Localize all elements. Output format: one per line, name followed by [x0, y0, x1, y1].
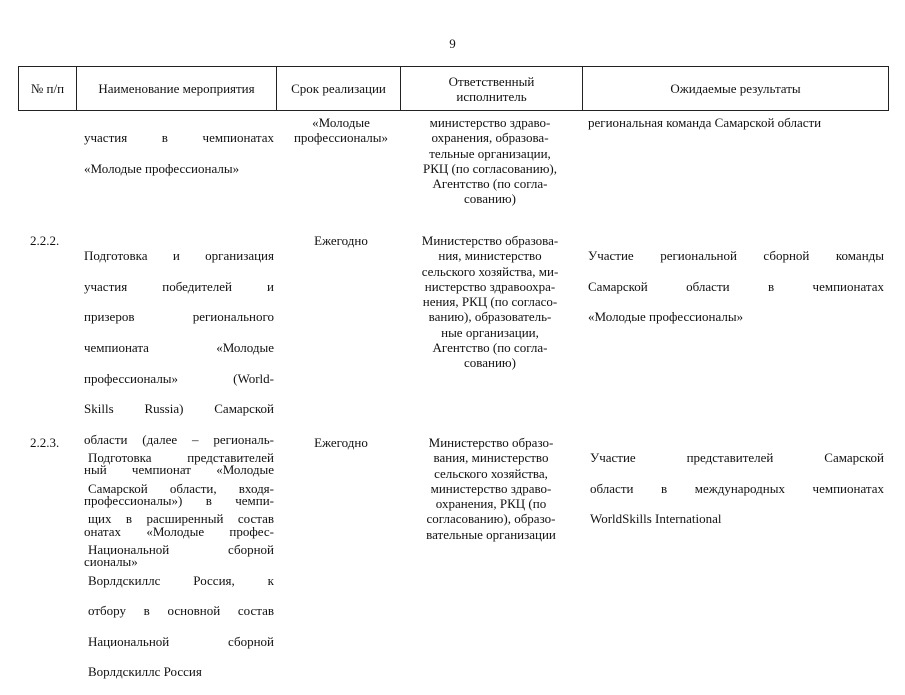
row-2-name-line: Самарской области, входя- [88, 480, 274, 496]
row-2-number: 2.2.3. [30, 435, 60, 450]
row-2-results-line: Участие представителей Самарской [590, 450, 884, 466]
row-2-name-line: отбору в основной состав [88, 603, 274, 619]
header-term: Срок реализации [277, 67, 401, 111]
row-1-name-line: онатах «Молодые профес- [84, 523, 274, 539]
row-1-results-line: Участие региональной сборной команды [588, 248, 884, 264]
row-1-name-line: призеров регионального [84, 309, 274, 325]
row-0-name-line: участия в чемпионатах [84, 130, 274, 146]
row-2-results-line: WorldSkills International [590, 511, 722, 527]
row-1-name-line: чемпионата «Молодые [84, 340, 274, 356]
row-2-name-line: Национальной сборной [88, 542, 274, 558]
row-2-responsible: Министерство образо- вания, министерство сельского хозяйства, министерство здраво- охранения, РКЦ (по согласованию), образо- вательные организации [426, 435, 556, 542]
header-event-name: Наименование мероприятия [77, 67, 277, 111]
page-number: 9 [449, 36, 456, 51]
header-responsible-line2: исполнитель [456, 88, 527, 104]
row-0-name [84, 115, 274, 191]
row-1-name-line: сионалы» [84, 554, 138, 570]
row-1-name-line: Skills Russia) Самарской [84, 401, 274, 417]
row-2-name-line: Ворлдскиллс Россия, к [88, 572, 274, 588]
row-1-results-line: «Молодые профессионалы» [588, 309, 744, 325]
row-0-name-line: «Молодые профессионалы» [84, 160, 240, 176]
row-1-name-line: Подготовка и организация [84, 248, 274, 264]
row-1-results [588, 233, 884, 340]
header-results: Ожидаемые результаты [583, 67, 889, 111]
row-1-name-line: участия победителей и [84, 278, 274, 294]
row-1-name-line: профессионалы» (World- [84, 370, 274, 386]
row-0-responsible: министерство здраво- охранения, образова- тельные организации, РКЦ (по согласованию), Агентство (по согла- сованию) [423, 115, 557, 207]
row-0-results: региональная команда Самарской области [588, 115, 822, 130]
row-1-number: 2.2.2. [30, 233, 60, 248]
table-header [18, 66, 889, 111]
row-1-name-line: ный чемпионат «Молодые [84, 462, 274, 478]
row-1-name-line: области (далее – региональ- [84, 431, 274, 447]
row-2-name-line: Национальной сборной [88, 633, 274, 649]
row-1-term: Ежегодно [314, 233, 368, 248]
row-2-name-line: щих в расширенный состав [88, 511, 274, 527]
row-2-results [590, 435, 884, 542]
header-responsible [401, 67, 583, 111]
header-responsible-line1: Ответственный [448, 73, 535, 89]
row-1-results-line: Самарской области в чемпионатах [588, 278, 884, 294]
header-number: № п/п [19, 67, 77, 111]
row-2-name-line: Ворлдскиллс Россия [88, 664, 202, 680]
row-2-name-line: Подготовка представителей [88, 450, 274, 466]
row-2-results-line: области в международных чемпионатах [590, 480, 884, 496]
row-0-term: «Молодые профессионалы» [293, 115, 389, 146]
row-1-responsible: Министерство образова- ния, министерство сельского хозяйства, ми- нистерство здравоохра- нения, РКЦ (по согласо- ванию), образователь- ные организации, Агентство (по согла- сованию) [421, 233, 559, 371]
row-2-term: Ежегодно [314, 435, 368, 450]
row-2-name [88, 435, 274, 695]
row-1-name-line: профессионалы») в чемпи- [84, 493, 274, 509]
